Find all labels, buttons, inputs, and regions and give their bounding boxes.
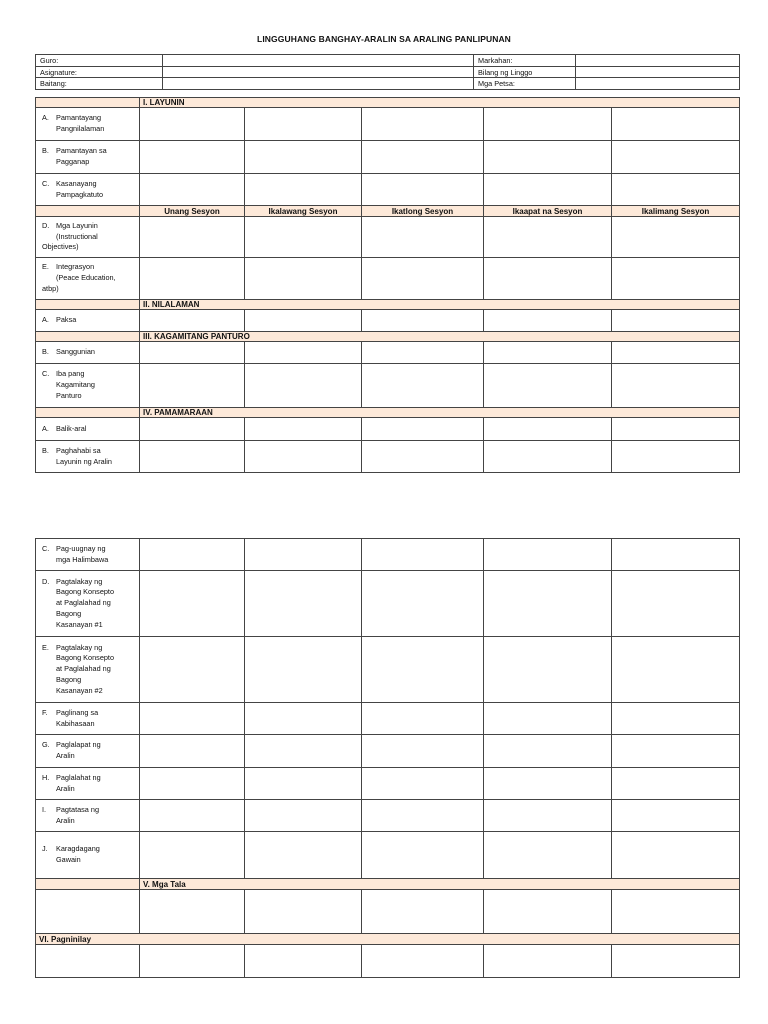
table-row: [36, 890, 740, 934]
cell[interactable]: [140, 637, 245, 703]
row-label-sanggunian: B. Sanggunian: [36, 342, 140, 364]
cell[interactable]: [245, 539, 362, 571]
cell[interactable]: [612, 364, 740, 408]
section-band-nilalaman: [36, 300, 740, 310]
row-label-paglinang: F. Paglinang sa Kabihasaan: [36, 703, 140, 735]
cell[interactable]: [140, 141, 245, 174]
cell[interactable]: [36, 945, 140, 978]
cell[interactable]: [484, 890, 612, 934]
lesson-plan-table-part2: [35, 538, 740, 978]
cell[interactable]: [362, 832, 484, 879]
table-row: [36, 945, 740, 978]
guro-field[interactable]: [163, 55, 474, 67]
cell[interactable]: [362, 310, 484, 332]
table-row: [36, 141, 740, 174]
lesson-plan-table-part1: [35, 97, 740, 473]
cell[interactable]: [484, 945, 612, 978]
cell[interactable]: [484, 539, 612, 571]
cell[interactable]: [140, 800, 245, 832]
cell[interactable]: [245, 310, 362, 332]
cell[interactable]: [362, 217, 484, 258]
cell[interactable]: [612, 890, 740, 934]
row-label-paksa: A. Paksa: [36, 310, 140, 332]
cell[interactable]: [362, 800, 484, 832]
cell[interactable]: [362, 342, 484, 364]
cell[interactable]: [362, 441, 484, 473]
session-header-5: Ikalimang Sesyon: [612, 206, 740, 217]
row-label-paghahabi-sa-layunin: B. Paghahabi sa Layunin ng Aralin: [36, 441, 140, 473]
cell[interactable]: [245, 141, 362, 174]
cell[interactable]: [484, 364, 612, 408]
cell[interactable]: [612, 441, 740, 473]
cell[interactable]: [245, 945, 362, 978]
row-label-pamantayang-pangnilalaman: A. Pamantayang Pangnilalaman: [36, 108, 140, 141]
page-title: LINGGUHANG BANGHAY-ARALIN SA ARALING PANLIPUNAN: [257, 34, 511, 44]
row-label-paglalahat: H. Paglalahat ng Aralin: [36, 768, 140, 800]
session-header-1: Unang Sesyon: [140, 206, 245, 217]
section-title-layunin: I. LAYUNIN: [140, 98, 740, 108]
cell[interactable]: [612, 217, 740, 258]
cell[interactable]: [612, 703, 740, 735]
cell[interactable]: [484, 703, 612, 735]
cell[interactable]: [484, 768, 612, 800]
table-row: [36, 768, 740, 800]
section-title-tala: V. Mga Tala: [140, 879, 740, 890]
cell[interactable]: [245, 441, 362, 473]
table-row: [36, 800, 740, 832]
section-band-tala: [36, 879, 740, 890]
cell[interactable]: [484, 832, 612, 879]
cell[interactable]: [484, 800, 612, 832]
table-row: [36, 441, 740, 473]
cell[interactable]: [245, 342, 362, 364]
cell[interactable]: [140, 258, 245, 300]
cell[interactable]: [484, 637, 612, 703]
cell[interactable]: [140, 571, 245, 637]
cell[interactable]: [245, 571, 362, 637]
cell[interactable]: [140, 539, 245, 571]
cell[interactable]: [612, 258, 740, 300]
cell[interactable]: [362, 141, 484, 174]
table-row: [36, 539, 740, 571]
cell[interactable]: [484, 141, 612, 174]
table-row: [36, 364, 740, 408]
cell[interactable]: [140, 768, 245, 800]
cell[interactable]: [245, 418, 362, 441]
cell[interactable]: [362, 258, 484, 300]
cell[interactable]: [612, 418, 740, 441]
asignature-label: Asignature:: [36, 67, 163, 78]
row-label-iba-pang-kagamitang-panturo: C. Iba pang Kagamitang Panturo: [36, 364, 140, 408]
header-info-table: [35, 54, 740, 90]
cell[interactable]: [140, 342, 245, 364]
cell[interactable]: [362, 735, 484, 768]
row-label-mga-layunin: D. Mga Layunin (Instructional Objectives): [36, 217, 140, 258]
section-title-nilalaman: II. NILALAMAN: [140, 300, 740, 310]
cell[interactable]: [140, 310, 245, 332]
section-band-pagninilay: [36, 934, 740, 945]
table-row: [36, 258, 740, 300]
row-label-balik-aral: A. Balik-aral: [36, 418, 140, 441]
table-row: [36, 703, 740, 735]
asignature-field[interactable]: [163, 67, 474, 78]
table-row: [36, 310, 740, 332]
session-header-3: Ikatlong Sesyon: [362, 206, 484, 217]
session-header-row: [36, 206, 740, 217]
guro-label: Guro:: [36, 55, 163, 67]
cell[interactable]: [484, 735, 612, 768]
table-row: [36, 174, 740, 206]
row-label-integrasyon: E. Integrasyon (Peace Education, atbp): [36, 258, 140, 300]
section-title-pamamaraan: IV. PAMAMARAAN: [140, 408, 740, 418]
cell[interactable]: [245, 108, 362, 141]
table-row: [36, 418, 740, 441]
cell[interactable]: [484, 258, 612, 300]
cell[interactable]: [612, 832, 740, 879]
table-row: [36, 108, 740, 141]
cell[interactable]: [612, 174, 740, 206]
cell[interactable]: [140, 108, 245, 141]
row-label-karagdagang-gawain: J. Karagdagang Gawain: [36, 832, 140, 879]
cell[interactable]: [612, 637, 740, 703]
table-row: [36, 735, 740, 768]
row-label-pagtalakay-2: E. Pagtalakay ng Bagong Konsepto at Paglalahad ng Bagong Kasanayan #2: [36, 637, 140, 703]
cell[interactable]: [245, 832, 362, 879]
cell[interactable]: [612, 310, 740, 332]
section-band-pamamaraan: [36, 408, 740, 418]
cell[interactable]: [484, 441, 612, 473]
cell[interactable]: [484, 174, 612, 206]
row-label-pag-uugnay: C. Pag-uugnay ng mga Halimbawa: [36, 539, 140, 571]
cell[interactable]: [362, 108, 484, 141]
cell[interactable]: [612, 945, 740, 978]
row-label-kasanayang-pampagkatuto: C. Kasanayang Pampagkatuto: [36, 174, 140, 206]
cell[interactable]: [612, 735, 740, 768]
cell[interactable]: [612, 768, 740, 800]
cell[interactable]: [140, 441, 245, 473]
cell[interactable]: [612, 571, 740, 637]
table-row: [36, 217, 740, 258]
cell[interactable]: [362, 945, 484, 978]
cell[interactable]: [484, 108, 612, 141]
cell[interactable]: [245, 217, 362, 258]
cell[interactable]: [140, 890, 245, 934]
section-band-kagamitan: [36, 332, 740, 342]
row-label-pagtatasa: I. Pagtatasa ng Aralin: [36, 800, 140, 832]
cell[interactable]: [140, 735, 245, 768]
session-header-2: Ikalawang Sesyon: [245, 206, 362, 217]
row-label-pagtalakay-1: D. Pagtalakay ng Bagong Konsepto at Paglalahad ng Bagong Kasanayan #1: [36, 571, 140, 637]
cell[interactable]: [484, 217, 612, 258]
cell[interactable]: [362, 364, 484, 408]
cell[interactable]: [140, 703, 245, 735]
markahan-field[interactable]: [576, 55, 740, 67]
cell[interactable]: [612, 141, 740, 174]
baitang-field[interactable]: [163, 78, 474, 90]
markahan-label: Markahan:: [474, 55, 576, 67]
section-band-layunin: [36, 98, 740, 108]
cell[interactable]: [612, 342, 740, 364]
cell[interactable]: [245, 174, 362, 206]
table-row: [36, 637, 740, 703]
cell[interactable]: [140, 945, 245, 978]
cell[interactable]: [245, 703, 362, 735]
cell[interactable]: [612, 108, 740, 141]
petsa-field[interactable]: [576, 78, 740, 90]
cell[interactable]: [362, 174, 484, 206]
cell[interactable]: [484, 571, 612, 637]
baitang-label: Baitang:: [36, 78, 163, 90]
cell[interactable]: [362, 571, 484, 637]
cell[interactable]: [245, 768, 362, 800]
cell[interactable]: [245, 735, 362, 768]
cell[interactable]: [362, 890, 484, 934]
cell[interactable]: [362, 637, 484, 703]
cell[interactable]: [140, 217, 245, 258]
cell[interactable]: [245, 800, 362, 832]
cell[interactable]: [245, 637, 362, 703]
cell[interactable]: [484, 418, 612, 441]
row-label-paglalapat: G. Paglalapat ng Aralin: [36, 735, 140, 768]
cell[interactable]: [245, 890, 362, 934]
cell[interactable]: [484, 342, 612, 364]
cell[interactable]: [612, 539, 740, 571]
table-row: [36, 571, 740, 637]
session-header-4: Ikaapat na Sesyon: [484, 206, 612, 217]
cell[interactable]: [245, 258, 362, 300]
cell[interactable]: [140, 364, 245, 408]
cell[interactable]: [362, 418, 484, 441]
cell[interactable]: [245, 364, 362, 408]
cell[interactable]: [362, 703, 484, 735]
cell[interactable]: [140, 832, 245, 879]
table-row: [36, 832, 740, 879]
table-row: [36, 342, 740, 364]
bilang-label: Bilang ng Linggo: [474, 67, 576, 78]
cell[interactable]: [484, 310, 612, 332]
cell[interactable]: [612, 800, 740, 832]
bilang-field[interactable]: [576, 67, 740, 78]
cell[interactable]: [140, 418, 245, 441]
section-title-pagninilay: VI. Pagninilay: [36, 934, 740, 945]
cell[interactable]: [362, 539, 484, 571]
cell[interactable]: [36, 890, 140, 934]
cell[interactable]: [140, 174, 245, 206]
row-label-pamantayan-sa-pagganap: B. Pamantayan sa Pagganap: [36, 141, 140, 174]
petsa-label: Mga Petsa:: [474, 78, 576, 90]
cell[interactable]: [362, 768, 484, 800]
section-title-kagamitan: III. KAGAMITANG PANTURO: [140, 332, 740, 342]
